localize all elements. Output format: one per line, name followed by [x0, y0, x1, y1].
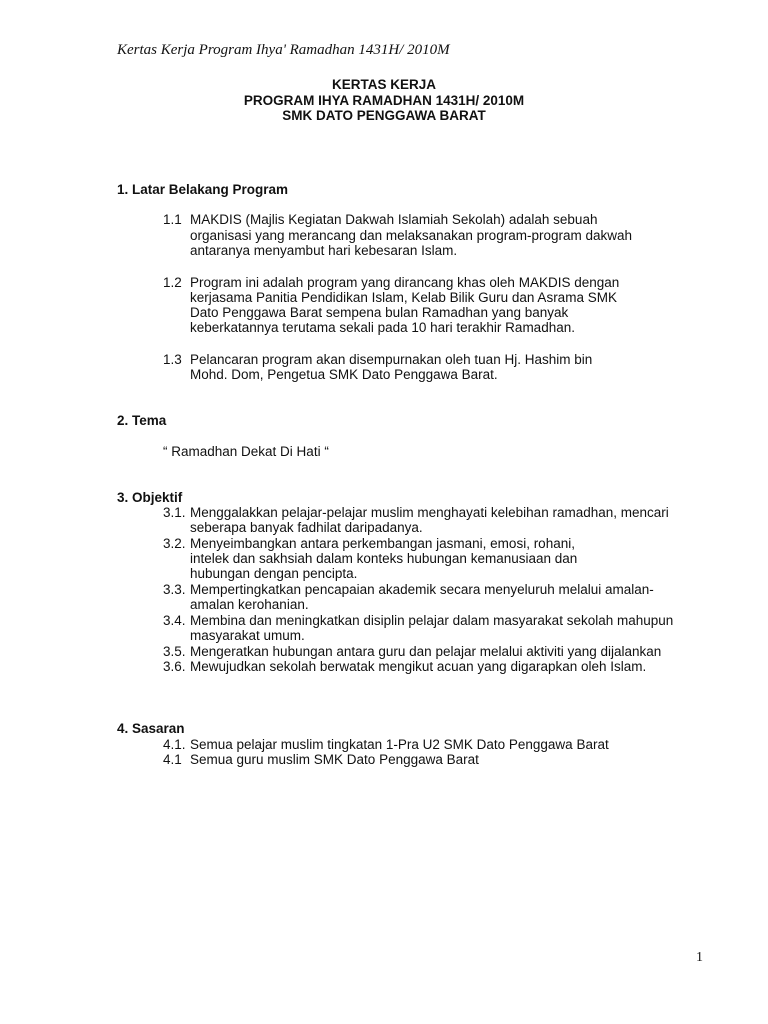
item-line: Dato Penggawa Barat sempena bulan Ramadhan yang banyak	[190, 305, 569, 320]
title-line-3: SMK DATO PENGGAWA BARAT	[282, 108, 486, 123]
document-title	[0, 77, 768, 124]
item-line: organisasi yang merancang dan melaksanakan program-program dakwah	[190, 228, 632, 243]
item-number: 3.6.	[163, 659, 186, 674]
item-line: hubungan dengan pencipta.	[190, 566, 358, 581]
item-number: 1.2	[163, 275, 182, 290]
item-line: Menyeimbangkan antara perkembangan jasmani, emosi, rohani,	[190, 536, 575, 551]
item-line: Program ini adalah program yang dirancang khas oleh MAKDIS dengan	[190, 275, 620, 290]
item-number: 4.1.	[163, 737, 186, 752]
item-line: amalan kerohanian.	[190, 597, 309, 612]
section-4-heading: 4. Sasaran	[117, 721, 185, 736]
item-line: Mengeratkan hubungan antara guru dan pelajar melalui aktiviti yang dijalankan	[190, 644, 662, 659]
item-number: 3.3.	[163, 582, 186, 597]
section-2-heading: 2. Tema	[117, 413, 167, 428]
section-3-heading: 3. Objektif	[117, 490, 183, 505]
item-line: Mohd. Dom, Pengetua SMK Dato Penggawa Barat.	[190, 367, 498, 382]
item-line: Mempertingkatkan pencapaian akademik secara menyeluruh melalui amalan-	[190, 582, 654, 597]
item-number: 1.3	[163, 352, 182, 367]
item-line: masyarakat umum.	[190, 628, 305, 643]
item-line: intelek dan sakhsiah dalam konteks hubungan kemanusiaan dan	[190, 551, 578, 566]
section-1-heading: 1. Latar Belakang Program	[117, 182, 289, 197]
page-number: 1	[696, 950, 703, 965]
title-line-2: PROGRAM IHYA RAMADHAN 1431H/ 2010M	[243, 92, 525, 108]
item-number: 3.2.	[163, 536, 186, 551]
item-line: kerjasama Panitia Pendidikan Islam, Kelab Bilik Guru dan Asrama SMK	[190, 290, 617, 305]
running-header: Kertas Kerja Program Ihya' Ramadhan 1431H/ 2010M	[117, 42, 450, 58]
item-number: 4.1	[163, 752, 182, 767]
item-line: Semua pelajar muslim tingkatan 1-Pra U2 SMK Dato Penggawa Barat	[190, 737, 609, 752]
item-number: 3.4.	[163, 613, 186, 628]
item-line: Semua guru muslim SMK Dato Penggawa Barat	[190, 752, 479, 767]
item-line: Pelancaran program akan disempurnakan oleh tuan Hj. Hashim bin	[190, 352, 593, 367]
item-line: Membina dan meningkatkan disiplin pelajar dalam masyarakat sekolah mahupun	[190, 613, 674, 628]
item-number: 3.5.	[163, 644, 186, 659]
item-line: keberkatannya terutama sekali pada 10 hari terakhir Ramadhan.	[190, 320, 575, 335]
item-number: 1.1	[163, 212, 182, 227]
item-line: Menggalakkan pelajar-pelajar muslim menghayati kelebihan ramadhan, mencari	[190, 505, 669, 520]
item-line: seberapa banyak fadhilat daripadanya.	[190, 520, 423, 535]
item-line: antaranya menyambut hari kebesaran Islam.	[190, 243, 458, 258]
item-line: Mewujudkan sekolah berwatak mengikut acuan yang digarapkan oleh Islam.	[190, 659, 647, 674]
item-number: 3.1.	[163, 505, 186, 520]
item-line: MAKDIS (Majlis Kegiatan Dakwah Islamiah Sekolah) adalah sebuah	[190, 212, 598, 227]
title-line-1: KERTAS KERJA	[331, 77, 436, 92]
theme-text: “ Ramadhan Dekat Di Hati “	[163, 444, 329, 459]
